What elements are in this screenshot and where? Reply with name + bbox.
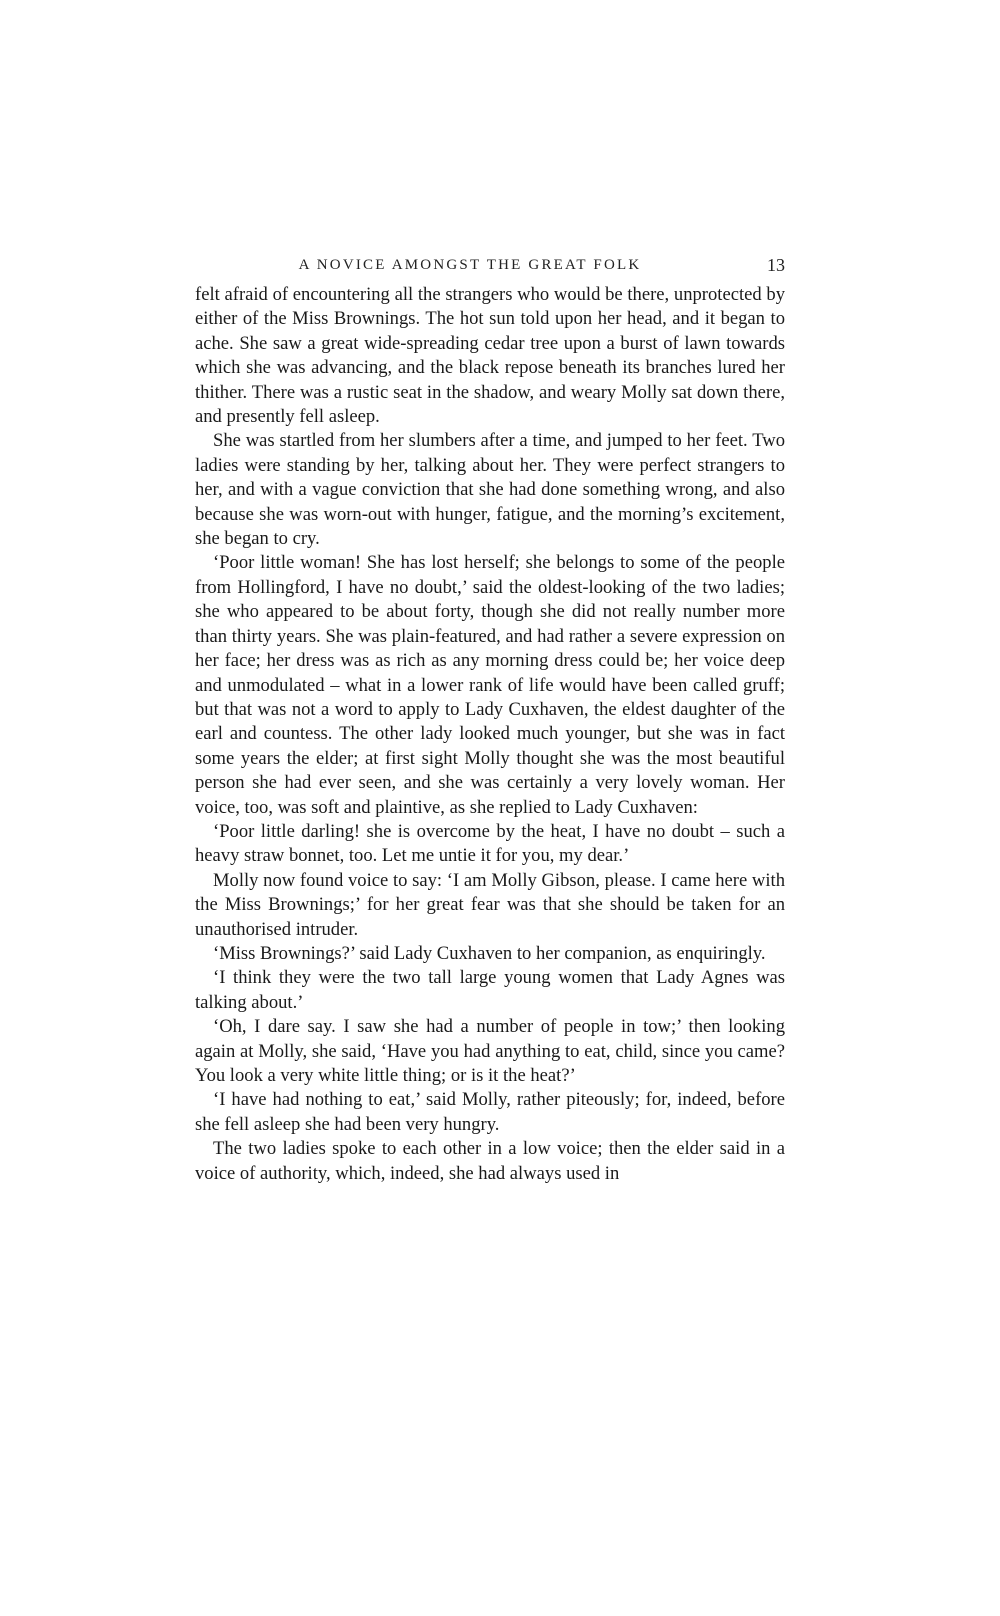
paragraph: The two ladies spoke to each other in a low voice; then the elder said in a voice of authority, which, indeed, she had always used in xyxy=(195,1138,785,1184)
running-head xyxy=(195,255,785,283)
running-title: A NOVICE AMONGST THE GREAT FOLK xyxy=(298,257,642,273)
paragraph: ‘Oh, I dare say. I saw she had a number of people in tow;’ then looking again at Molly, she said, ‘Have you had anything to eat, child, since you came? You look a very white little thing; or is it the heat?’ xyxy=(195,1016,785,1086)
paragraph: ‘I think they were the two tall large young women that Lady Agnes was talking about.’ xyxy=(195,967,785,1013)
paragraph: ‘I have had nothing to eat,’ said Molly, rather piteously; for, indeed, before she fell asleep she had been very hungry. xyxy=(195,1089,785,1135)
paragraph: ‘Miss Brownings?’ said Lady Cuxhaven to her companion, as enquiringly. xyxy=(213,942,766,964)
paragraph: Molly now found voice to say: ‘I am Molly Gibson, please. I came here with the Miss Brownings;’ for her great fear was that she should be taken for an unauthorised intruder. xyxy=(195,869,785,940)
body-text xyxy=(195,283,785,1186)
paragraph: felt afraid of encountering all the strangers who would be there, unprotected by either of the Miss Brownings. The hot sun told upon her head, and it began to ache. She saw a great wide-spreading cedar tree upon a burst of lawn towards which she was advancing, and the black repose beneath its branches lured her thither. There was a rustic seat in the shadow, and weary Molly sat down there, and presently fell asleep. xyxy=(195,284,785,428)
paragraph: She was startled from her slumbers after a time, and jumped to her feet. Two ladies were standing by her, talking about her. They were perfect strangers to her, and with a vague conviction that she had done something wrong, and also because she was worn-out with hunger, fatigue, and the morning’s excitement, she began to cry. xyxy=(195,430,785,550)
paragraph: ‘Poor little darling! she is overcome by the heat, I have no doubt – such a heavy straw bonnet, too. Let me untie it for you, my dear.’ xyxy=(195,820,785,867)
page-number: 13 xyxy=(767,255,785,275)
book-page xyxy=(195,255,785,1186)
paragraph: ‘Poor little woman! She has lost herself; she belongs to some of the people from Hollingford, I have no doubt,’ said the oldest-looking of the two ladies; she who appeared to be about forty, though she did not really number more than thirty years. She was plain-featured, and had rather a severe expression on her face; her dress was as rich as any morning dress could be; her voice deep and unmodulated – what in a lower rank of life would have been called gruff; but that was not a word to apply to Lady Cuxhaven, the eldest daughter of the earl and countess. The other lady looked much younger, but she was in fact some years the elder; at first sight Molly thought she was the most beautiful person she had ever seen, and she was certainly a very lovely woman. Her voice, too, was soft and plaintive, as she replied to Lady Cuxhaven: xyxy=(195,552,785,818)
